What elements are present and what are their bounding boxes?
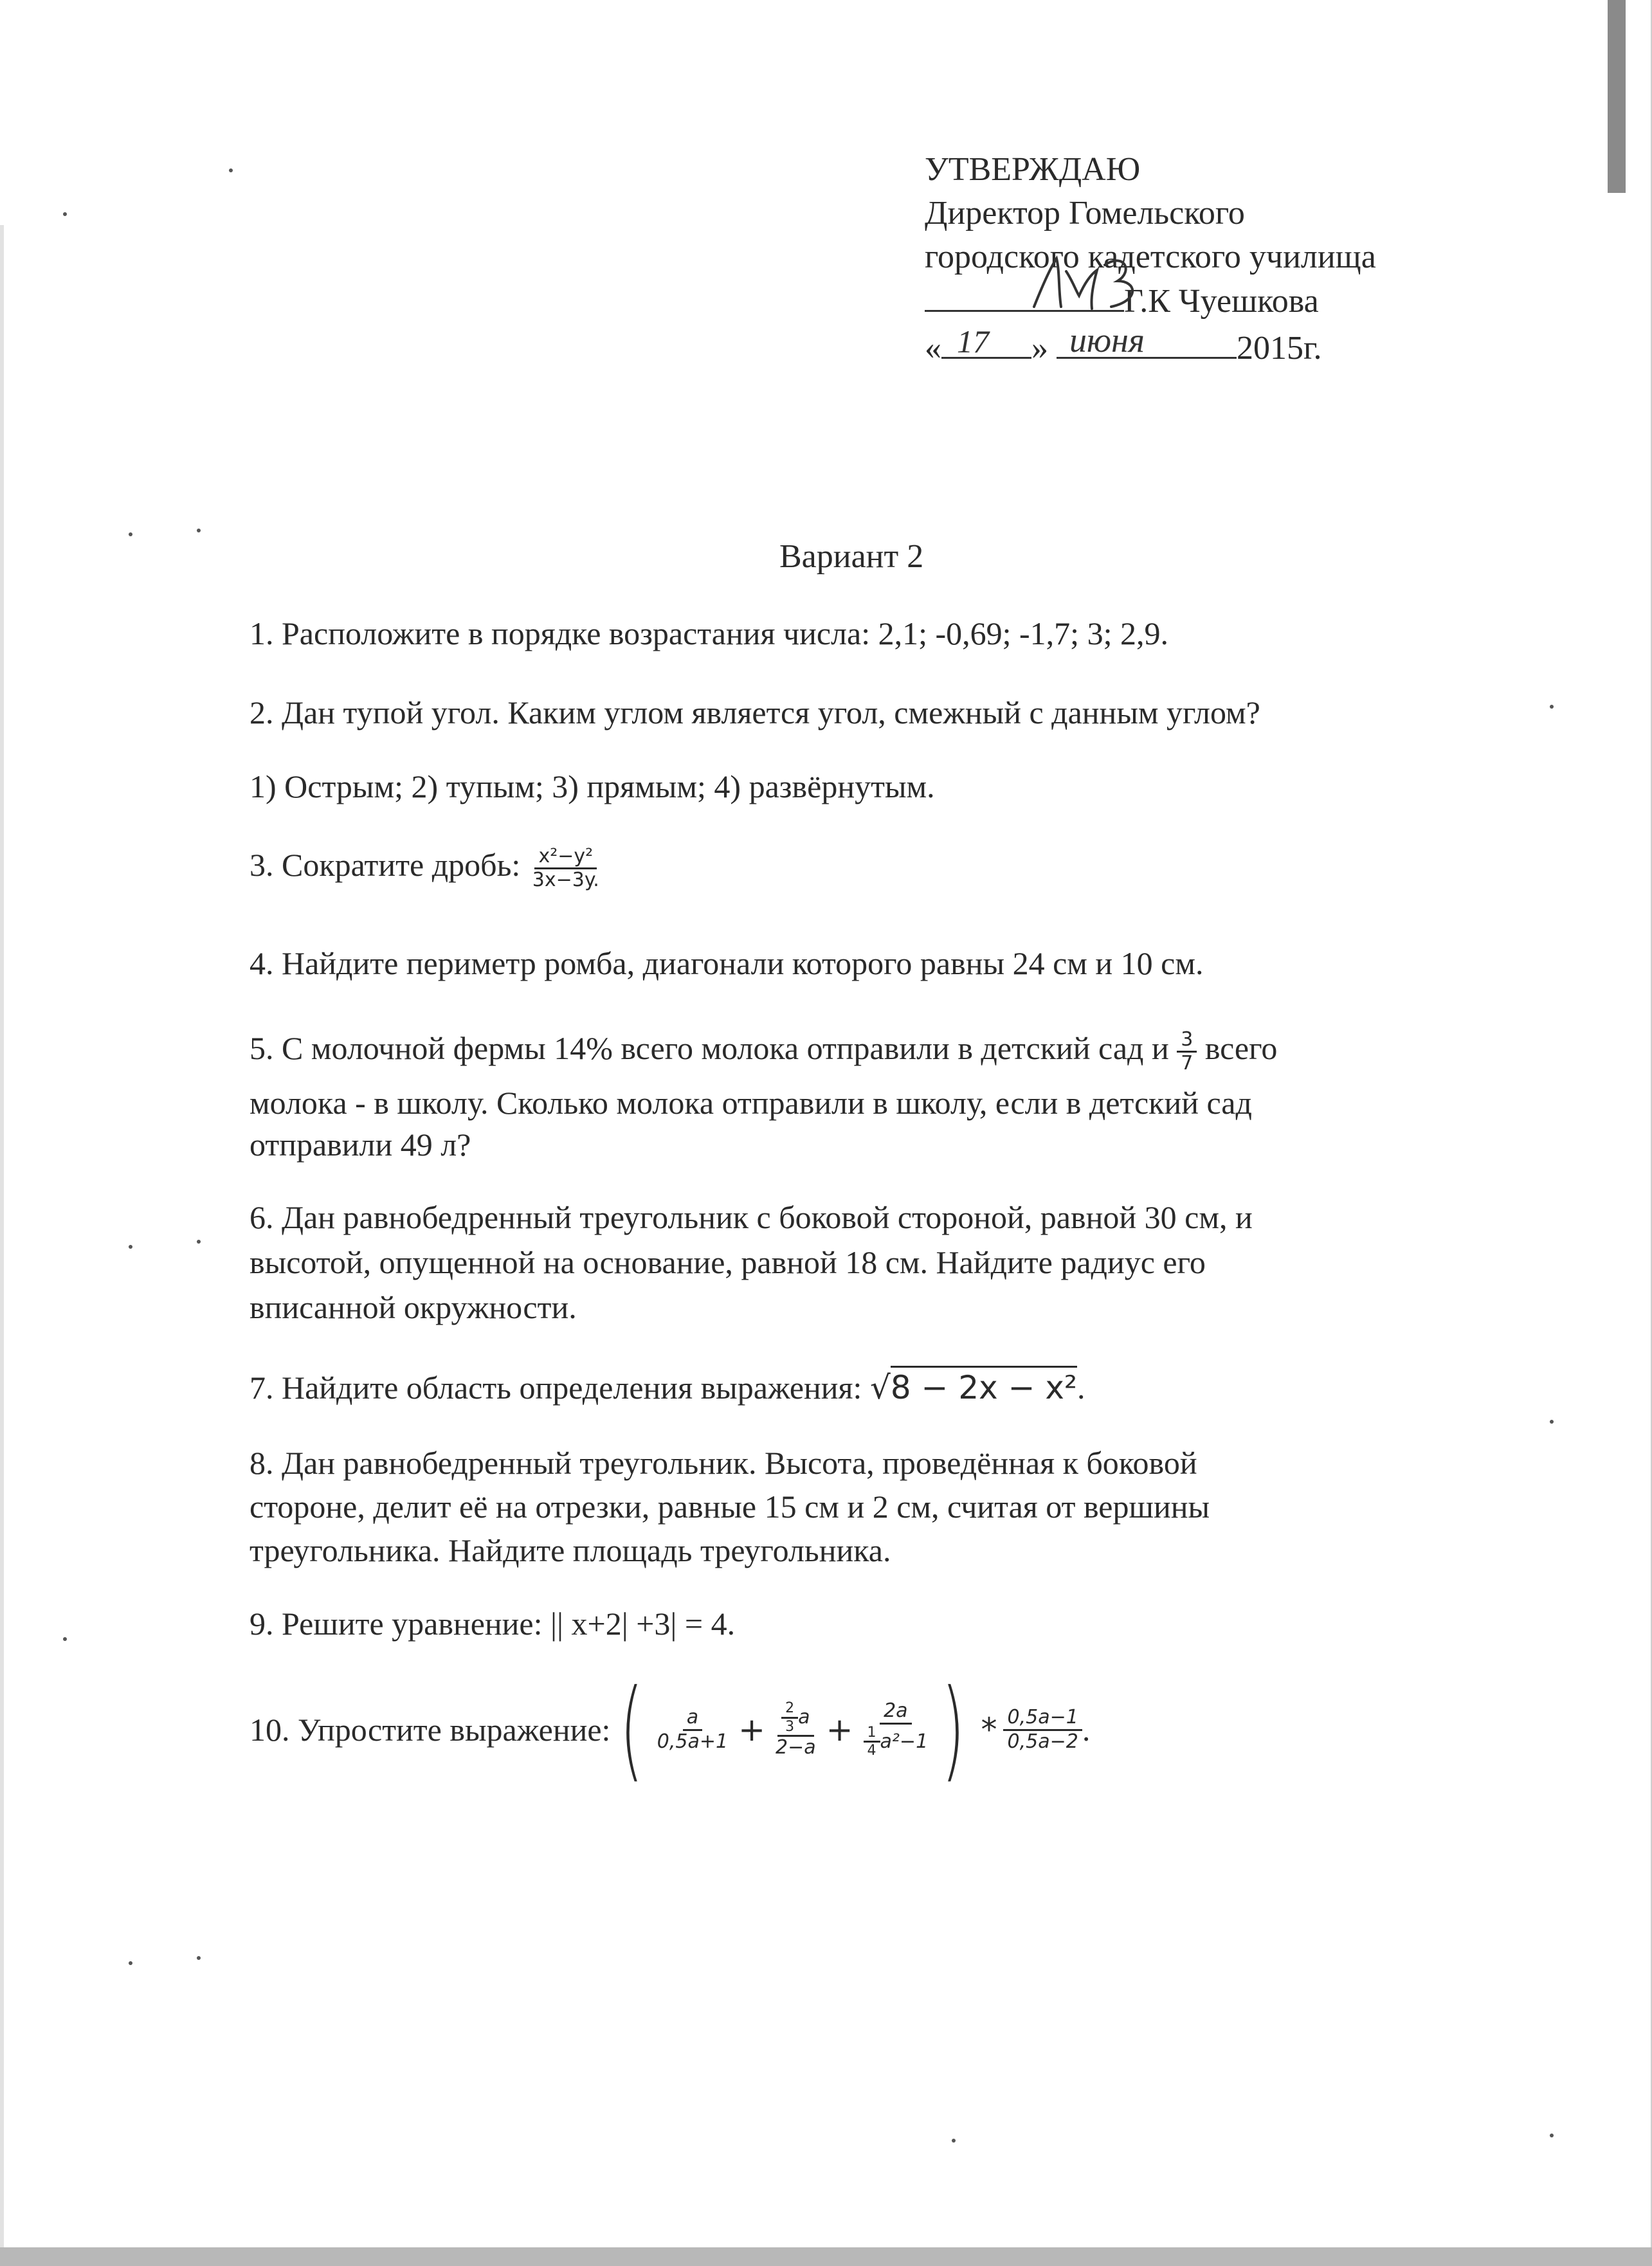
- task-3-numerator: x²−y²: [534, 846, 597, 870]
- multiply-sign: *: [981, 1711, 997, 1748]
- scan-edge-left: [0, 225, 4, 2266]
- date-month-field: [1057, 323, 1237, 359]
- task-6-line-2: высотой, опущенной на основание, равной 18 см. Найдите радиус его: [250, 1244, 1206, 1280]
- scan-speck: [1550, 705, 1554, 709]
- scan-bottom-edge: [0, 2247, 1652, 2266]
- signature-field: [925, 279, 1124, 312]
- director-name: Г.К Чуешкова: [1124, 283, 1319, 320]
- scan-speck: [129, 1961, 132, 1965]
- approval-block: [925, 148, 1376, 370]
- scan-speck: [1550, 1420, 1554, 1424]
- f3-numerator: 2a: [880, 1700, 911, 1725]
- scan-shadow: [1608, 0, 1626, 193]
- approval-signature-line: [925, 279, 1376, 323]
- f3-denominator: [860, 1725, 932, 1759]
- task-5-line-1: [250, 1026, 1277, 1075]
- f3-inner-num: 1: [864, 1725, 880, 1743]
- task-1: 1. Расположите в порядке возрастания числа: 2,1; -0,69; -1,7; 3; 2,9.: [250, 615, 1168, 651]
- task-7-radicand: 8 − 2x − x²: [891, 1366, 1077, 1406]
- approval-date: [925, 323, 1376, 370]
- scan-speck: [229, 168, 233, 172]
- scan-speck: [197, 1956, 201, 1960]
- f2-numerator: [777, 1700, 813, 1737]
- open-paren: (: [620, 1666, 644, 1793]
- scan-speck: [129, 532, 132, 536]
- close-paren: ): [941, 1666, 965, 1793]
- date-open-quote: «: [925, 330, 941, 367]
- f4-numerator: 0,5a−1: [1003, 1707, 1082, 1731]
- f4-denominator: 0,5a−2: [1007, 1730, 1078, 1753]
- task-10-fraction-4: [1003, 1707, 1082, 1753]
- f1-numerator: a: [683, 1707, 702, 1731]
- plus-sign: +: [826, 1711, 853, 1748]
- task-6-line-1: 6. Дан равнобедренный треугольник с боковой стороной, равной 30 см, и: [250, 1199, 1253, 1235]
- task-5-frac-numerator: 3: [1177, 1029, 1197, 1053]
- task-8-line-3: треугольника. Найдите площадь треугольника.: [250, 1532, 891, 1568]
- task-6-line-3: вписанной окружности.: [250, 1289, 577, 1325]
- f2-denominator: 2−a: [776, 1736, 816, 1759]
- task-5-frac-denominator: 7: [1181, 1052, 1194, 1075]
- scan-speck: [63, 1637, 67, 1641]
- task-5-line-2: молока - в школу. Сколько молока отправили в школу, если в детский сад: [250, 1085, 1252, 1121]
- task-10-fraction-2: [772, 1700, 820, 1759]
- task-10-fraction-3: [860, 1700, 932, 1759]
- f2-inner-fraction: [781, 1700, 798, 1735]
- task-5-text-end: всего: [1197, 1030, 1278, 1066]
- date-close-quote: »: [1031, 330, 1048, 367]
- date-year: 2015г.: [1237, 330, 1322, 367]
- task-8-line-1: 8. Дан равнобедренный треугольник. Высота, проведённая к боковой: [250, 1445, 1197, 1481]
- task-7-text: 7. Найдите область определения выражения:: [250, 1370, 870, 1406]
- date-day-handwritten: 17: [957, 323, 989, 359]
- task-5-text: 5. С молочной фермы 14% всего молока отправили в детский сад и: [250, 1030, 1177, 1066]
- task-3-fraction: [529, 846, 603, 892]
- task-7-sqrt: [870, 1366, 1077, 1406]
- date-month-handwritten: июня: [1069, 321, 1145, 359]
- scan-speck: [1550, 2134, 1554, 2137]
- approval-position: Директор Гомельского: [925, 195, 1245, 231]
- task-5-fraction: [1177, 1029, 1197, 1075]
- f3-denominator-rest: a²−1: [880, 1730, 929, 1753]
- task-7: [250, 1365, 1085, 1410]
- task-3: [250, 842, 603, 892]
- f2-numerator-a: a: [798, 1706, 810, 1728]
- scan-speck: [952, 2139, 956, 2143]
- task-10: [250, 1666, 1091, 1793]
- task-10-end: .: [1082, 1712, 1091, 1748]
- task-8-line-2: стороне, делит её на отрезки, равные 15 см и 2 см, считая от вершины: [250, 1489, 1210, 1525]
- task-2: 2. Дан тупой угол. Каким углом является угол, смежный с данным углом?: [250, 694, 1260, 730]
- sqrt-sign: √: [869, 1369, 891, 1406]
- scan-speck: [63, 212, 67, 216]
- variant-title: Вариант 2: [779, 538, 924, 575]
- task-4: 4. Найдите периметр ромба, диагонали которого равны 24 см и 10 см.: [250, 945, 1204, 981]
- task-2-options: 1) Острым; 2) тупым; 3) прямым; 4) развёрнутым.: [250, 768, 935, 804]
- f2-inner-num: 2: [781, 1700, 798, 1718]
- task-3-text: 3. Сократите дробь:: [250, 847, 529, 883]
- task-10-fraction-1: [653, 1707, 732, 1753]
- plus-sign: +: [738, 1711, 765, 1748]
- f3-inner-den: 4: [867, 1743, 876, 1759]
- f2-inner-den: 3: [785, 1718, 795, 1735]
- task-10-text: 10. Упростите выражение:: [250, 1712, 611, 1748]
- f1-denominator: 0,5a+1: [657, 1730, 729, 1753]
- date-day-field: [941, 323, 1031, 359]
- task-9: 9. Решите уравнение: || x+2| +3| = 4.: [250, 1606, 736, 1642]
- task-7-end: .: [1077, 1370, 1085, 1406]
- task-3-denominator: 3x−3y.: [532, 869, 599, 892]
- task-5-line-3: отправили 49 л?: [250, 1127, 471, 1163]
- approval-title: УТВЕРЖДАЮ: [925, 151, 1141, 188]
- scan-speck: [129, 1245, 132, 1249]
- handwritten-signature: [1021, 246, 1150, 316]
- scan-speck: [197, 1240, 201, 1244]
- approval-institution: городского кадетского училища: [925, 239, 1376, 275]
- scan-speck: [197, 529, 201, 532]
- f3-inner-fraction: [864, 1725, 880, 1759]
